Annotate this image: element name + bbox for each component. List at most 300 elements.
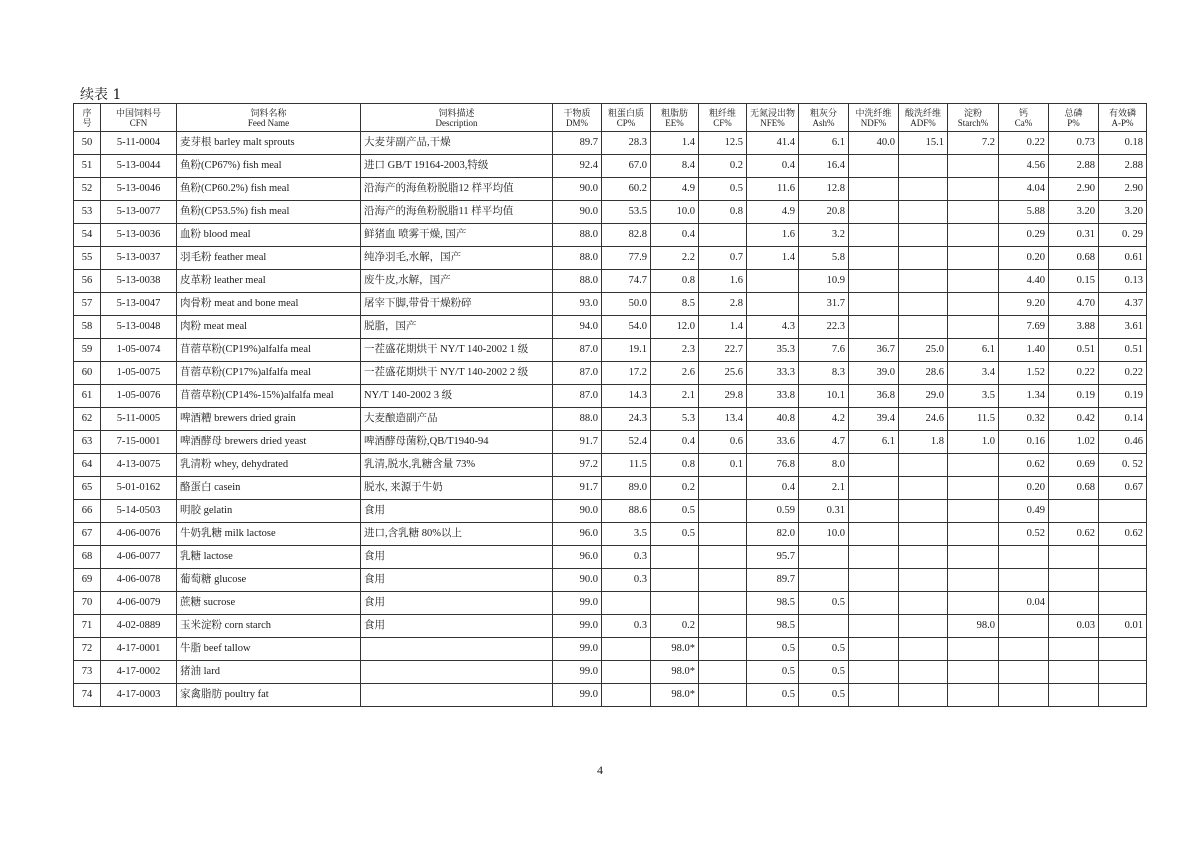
table-cell: 4-06-0076 [101, 523, 177, 546]
table-cell: 96.0 [553, 546, 602, 569]
table-cell [899, 224, 948, 247]
table-cell: 0.8 [651, 454, 699, 477]
table-cell: 5-13-0047 [101, 293, 177, 316]
table-cell: 89.7 [553, 132, 602, 155]
table-cell [602, 592, 651, 615]
table-cell: 1.40 [999, 339, 1049, 362]
table-cell: 4.9 [747, 201, 799, 224]
table-cell: 99.0 [553, 615, 602, 638]
table-cell [699, 684, 747, 707]
table-cell: 58 [74, 316, 101, 339]
table-cell [699, 638, 747, 661]
table-cell: 0.68 [1049, 247, 1099, 270]
table-cell: 96.0 [553, 523, 602, 546]
column-header-en: NDF% [860, 117, 887, 128]
table-row [74, 431, 1147, 454]
table-cell: 4.3 [747, 316, 799, 339]
table-cell [899, 500, 948, 523]
table-cell: 0.7 [699, 247, 747, 270]
table-cell: 0.2 [651, 615, 699, 638]
table-cell: 25.0 [899, 339, 948, 362]
table-cell: 36.8 [849, 385, 899, 408]
column-header [899, 104, 948, 132]
table-cell [1049, 661, 1099, 684]
table-cell: 98.5 [747, 592, 799, 615]
table-cell: 39.0 [849, 362, 899, 385]
column-header-en: Ash% [812, 117, 835, 128]
table-row [74, 684, 1147, 707]
table-cell: 0.49 [999, 500, 1049, 523]
table-cell: 啤酒酵母 brewers dried yeast [177, 431, 361, 454]
table-cell [899, 523, 948, 546]
table-cell [1099, 684, 1147, 707]
table-cell: 70 [74, 592, 101, 615]
column-header-en: Starch% [957, 117, 989, 128]
table-cell [849, 661, 899, 684]
table-cell: 90.0 [553, 178, 602, 201]
table-cell [1049, 684, 1099, 707]
table-cell: 0.73 [1049, 132, 1099, 155]
table-cell: 12.0 [651, 316, 699, 339]
table-row [74, 339, 1147, 362]
table-cell [651, 569, 699, 592]
column-header-zh: 饲料描述 [438, 107, 475, 118]
table-cell: 0.6 [699, 431, 747, 454]
table-cell: 63 [74, 431, 101, 454]
table-cell: 10.1 [799, 385, 849, 408]
table-cell: 64 [74, 454, 101, 477]
table-cell: 4-06-0077 [101, 546, 177, 569]
table-cell: 89.0 [602, 477, 651, 500]
table-cell: 食用 [361, 500, 553, 523]
table-cell [899, 615, 948, 638]
table-cell [948, 592, 999, 615]
table-cell: 0.04 [999, 592, 1049, 615]
table-cell: 废牛皮,水解，国产 [361, 270, 553, 293]
table-cell: 猪油 lard [177, 661, 361, 684]
table-cell: 0.8 [699, 201, 747, 224]
table-row [74, 316, 1147, 339]
table-cell [849, 638, 899, 661]
table-cell [799, 615, 849, 638]
table-cell: 5-11-0005 [101, 408, 177, 431]
table-row [74, 385, 1147, 408]
table-cell: 4-06-0078 [101, 569, 177, 592]
table-cell: 0.3 [602, 569, 651, 592]
table-cell: 0.3 [602, 546, 651, 569]
table-cell [699, 592, 747, 615]
column-header-zh: 粗蛋白质 [607, 107, 644, 118]
table-cell: 12.5 [699, 132, 747, 155]
table-cell: 51 [74, 155, 101, 178]
table-cell: 7.2 [948, 132, 999, 155]
table-cell: 53.5 [602, 201, 651, 224]
table-cell: 0.5 [747, 684, 799, 707]
table-cell: 4-17-0001 [101, 638, 177, 661]
table-cell [899, 178, 948, 201]
table-cell: 0.68 [1049, 477, 1099, 500]
table-cell: 家禽脂肪 poultry fat [177, 684, 361, 707]
table-cell: 76.8 [747, 454, 799, 477]
table-cell: 0.46 [1099, 431, 1147, 454]
table-cell [1049, 592, 1099, 615]
table-cell [899, 316, 948, 339]
table-cell: 10.9 [799, 270, 849, 293]
table-cell: 牛奶乳糖 milk lactose [177, 523, 361, 546]
table-cell [699, 224, 747, 247]
column-header-en: ADF% [910, 117, 936, 128]
table-cell: 59 [74, 339, 101, 362]
table-cell: 98.0* [651, 684, 699, 707]
table-cell: 60 [74, 362, 101, 385]
table-cell [899, 293, 948, 316]
table-cell: 血粉 blood meal [177, 224, 361, 247]
table-cell: 72 [74, 638, 101, 661]
table-cell: 82.0 [747, 523, 799, 546]
table-cell: 99.0 [553, 684, 602, 707]
column-header-zh: 总磷 [1064, 107, 1083, 118]
table-row [74, 270, 1147, 293]
table-cell: 7-15-0001 [101, 431, 177, 454]
table-cell [699, 500, 747, 523]
table-cell: 71 [74, 615, 101, 638]
table-cell [899, 569, 948, 592]
table-cell: 1-05-0074 [101, 339, 177, 362]
table-cell [651, 592, 699, 615]
table-cell: 0.5 [651, 523, 699, 546]
table-cell [999, 615, 1049, 638]
table-row [74, 569, 1147, 592]
table-row [74, 178, 1147, 201]
table-cell [948, 155, 999, 178]
table-cell: 0.20 [999, 477, 1049, 500]
table-cell: 36.7 [849, 339, 899, 362]
table-cell [849, 316, 899, 339]
table-cell [948, 247, 999, 270]
column-header [1049, 104, 1099, 132]
table-cell: 61 [74, 385, 101, 408]
table-cell: 0.62 [1049, 523, 1099, 546]
table-cell [799, 546, 849, 569]
table-cell: 95.7 [747, 546, 799, 569]
table-cell: 苜蓿草粉(CP17%)alfalfa meal [177, 362, 361, 385]
table-cell: 乳糖 lactose [177, 546, 361, 569]
table-cell: 苜蓿草粉(CP19%)alfalfa meal [177, 339, 361, 362]
table-cell: 啤酒酵母菌粉,QB/T1940-94 [361, 431, 553, 454]
table-cell: 鱼粉(CP53.5%) fish meal [177, 201, 361, 224]
table-cell: 2.1 [799, 477, 849, 500]
column-header-zh: 酸洗纤维 [904, 107, 941, 118]
table-cell [1049, 638, 1099, 661]
table-cell: 17.2 [602, 362, 651, 385]
table-row [74, 408, 1147, 431]
table-cell: 4.04 [999, 178, 1049, 201]
table-cell: 90.0 [553, 569, 602, 592]
table-cell: 0.3 [602, 615, 651, 638]
table-cell: 食用 [361, 569, 553, 592]
table-cell: 5-13-0048 [101, 316, 177, 339]
table-cell: 0.29 [999, 224, 1049, 247]
table-cell: 肉骨粉 meat and bone meal [177, 293, 361, 316]
column-header-en: DM% [566, 117, 588, 128]
table-cell: 5-13-0046 [101, 178, 177, 201]
table-cell [1049, 500, 1099, 523]
column-header-en: A-P% [1111, 117, 1134, 128]
table-cell: 5.88 [999, 201, 1049, 224]
table-cell [999, 638, 1049, 661]
column-header-zh: 中洗纤维 [855, 107, 892, 118]
table-row [74, 477, 1147, 500]
table-cell [1049, 569, 1099, 592]
table-cell: 52.4 [602, 431, 651, 454]
table-cell: 0.19 [1049, 385, 1099, 408]
table-cell: 1-05-0075 [101, 362, 177, 385]
table-cell: 1.0 [948, 431, 999, 454]
table-cell [899, 638, 948, 661]
table-cell: 牛脂 beef tallow [177, 638, 361, 661]
column-header-zh: 钙 [1018, 107, 1028, 118]
table-cell: 1.4 [651, 132, 699, 155]
table-cell: 88.0 [553, 270, 602, 293]
table-cell: 69 [74, 569, 101, 592]
table-cell: 54.0 [602, 316, 651, 339]
column-header [849, 104, 899, 132]
table-cell [948, 638, 999, 661]
column-header [747, 104, 799, 132]
table-cell: 0.31 [799, 500, 849, 523]
table-cell: 沿海产的海鱼粉脱脂12 样平均值 [361, 178, 553, 201]
table-cell: 31.7 [799, 293, 849, 316]
column-header-en: P% [1067, 117, 1080, 128]
table-cell [1099, 569, 1147, 592]
table-cell: 99.0 [553, 638, 602, 661]
table-cell: 食用 [361, 615, 553, 638]
table-cell: 纯净羽毛,水解，国产 [361, 247, 553, 270]
table-cell: 19.1 [602, 339, 651, 362]
table-cell: 5-13-0077 [101, 201, 177, 224]
table-cell: 1.4 [699, 316, 747, 339]
table-cell: 0.22 [1049, 362, 1099, 385]
table-cell: 明胶 gelatin [177, 500, 361, 523]
table-cell: 54 [74, 224, 101, 247]
table-cell [699, 569, 747, 592]
table-cell: 屠宰下脚,带骨干燥粉碎 [361, 293, 553, 316]
table-row [74, 293, 1147, 316]
table-cell: 1.8 [899, 431, 948, 454]
column-header-zh: 有效磷 [1108, 107, 1136, 118]
table-cell: 0.31 [1049, 224, 1099, 247]
table-cell [948, 569, 999, 592]
table-cell: 13.4 [699, 408, 747, 431]
table-cell: 1.34 [999, 385, 1049, 408]
table-cell: 0.52 [999, 523, 1049, 546]
table-cell [948, 523, 999, 546]
table-cell: 20.8 [799, 201, 849, 224]
table-cell: 40.8 [747, 408, 799, 431]
table-cell [849, 546, 899, 569]
table-cell [699, 615, 747, 638]
table-cell: 2.1 [651, 385, 699, 408]
table-cell [361, 684, 553, 707]
table-cell: 玉米淀粉 corn starch [177, 615, 361, 638]
table-cell: 2.88 [1049, 155, 1099, 178]
table-cell: 1.52 [999, 362, 1049, 385]
table-cell: 5-14-0503 [101, 500, 177, 523]
column-header-en: Ca% [1014, 117, 1033, 128]
table-cell [1099, 546, 1147, 569]
table-cell: 大麦酿造副产品 [361, 408, 553, 431]
table-cell [799, 569, 849, 592]
table-cell: 56 [74, 270, 101, 293]
table-cell: 99.0 [553, 592, 602, 615]
table-cell: 进口 GB/T 19164-2003,特级 [361, 155, 553, 178]
table-cell: 67 [74, 523, 101, 546]
table-cell: 食用 [361, 592, 553, 615]
table-cell: 苜蓿草粉(CP14%-15%)alfalfa meal [177, 385, 361, 408]
table-cell: 98.5 [747, 615, 799, 638]
table-cell: 3.5 [602, 523, 651, 546]
table-cell: 22.3 [799, 316, 849, 339]
table-cell: 88.0 [553, 408, 602, 431]
table-cell: 14.3 [602, 385, 651, 408]
table-cell: 60.2 [602, 178, 651, 201]
table-cell: 0.15 [1049, 270, 1099, 293]
table-cell [899, 684, 948, 707]
table-cell: 0.4 [651, 431, 699, 454]
table-cell: 1-05-0076 [101, 385, 177, 408]
table-cell: 11.6 [747, 178, 799, 201]
table-cell [849, 270, 899, 293]
table-cell: 7.6 [799, 339, 849, 362]
table-cell: 2.6 [651, 362, 699, 385]
table-cell: 0.5 [799, 592, 849, 615]
table-cell: 鱼粉(CP60.2%) fish meal [177, 178, 361, 201]
table-cell: 88.0 [553, 247, 602, 270]
table-cell: 酪蛋白 casein [177, 477, 361, 500]
table-cell: 90.0 [553, 500, 602, 523]
table-cell: 10.0 [799, 523, 849, 546]
feed-composition-table [73, 103, 1147, 707]
table-cell: 2.90 [1049, 178, 1099, 201]
table-cell [999, 546, 1049, 569]
table-row [74, 661, 1147, 684]
table-cell: 0.62 [1099, 523, 1147, 546]
column-header-zh: 粗纤维 [708, 107, 736, 118]
table-cell: 8.3 [799, 362, 849, 385]
table-cell: 4.7 [799, 431, 849, 454]
table-cell: 55 [74, 247, 101, 270]
table-cell: 4.37 [1099, 293, 1147, 316]
table-cell: 0. 29 [1099, 224, 1147, 247]
table-cell [699, 546, 747, 569]
table-cell: 1.6 [699, 270, 747, 293]
table-cell [849, 178, 899, 201]
table-cell [699, 523, 747, 546]
table-cell: 皮革粉 leather meal [177, 270, 361, 293]
table-cell: 4.56 [999, 155, 1049, 178]
table-cell [602, 638, 651, 661]
table-cell: 50.0 [602, 293, 651, 316]
column-header-en: Description [435, 117, 478, 128]
column-header [101, 104, 177, 132]
table-cell: 0.5 [651, 500, 699, 523]
column-header [699, 104, 747, 132]
table-cell: 4-17-0003 [101, 684, 177, 707]
column-header-en: EE% [665, 117, 684, 128]
column-header-zh: 粗灰分 [809, 107, 837, 118]
table-cell [747, 293, 799, 316]
table-cell: 5-13-0037 [101, 247, 177, 270]
table-cell: 0.2 [651, 477, 699, 500]
table-cell: 一茬盛花期烘干 NY/T 140-2002 1 级 [361, 339, 553, 362]
table-row [74, 132, 1147, 155]
table-cell [948, 224, 999, 247]
table-row [74, 362, 1147, 385]
table-cell: 0.22 [1099, 362, 1147, 385]
table-cell: 1.4 [747, 247, 799, 270]
table-cell: 蔗糖 sucrose [177, 592, 361, 615]
table-cell [999, 569, 1049, 592]
table-cell [849, 477, 899, 500]
table-cell: 0.22 [999, 132, 1049, 155]
table-cell: 0.69 [1049, 454, 1099, 477]
table-cell: 6.1 [799, 132, 849, 155]
table-cell: 98.0* [651, 661, 699, 684]
table-cell: 87.0 [553, 339, 602, 362]
table-cell: 一茬盛花期烘干 NY/T 140-2002 2 级 [361, 362, 553, 385]
table-cell: 4-02-0889 [101, 615, 177, 638]
table-cell: 94.0 [553, 316, 602, 339]
table-cell: 0.5 [699, 178, 747, 201]
table-cell: 0.51 [1049, 339, 1099, 362]
column-header-en: Feed Name [247, 117, 290, 128]
table-cell: 5-13-0038 [101, 270, 177, 293]
table-cell: 0.5 [799, 684, 849, 707]
table-cell [999, 661, 1049, 684]
table-cell: 12.8 [799, 178, 849, 201]
table-cell [1049, 546, 1099, 569]
table-cell: 0.16 [999, 431, 1049, 454]
table-cell: 99.0 [553, 661, 602, 684]
column-header [602, 104, 651, 132]
table-cell [849, 224, 899, 247]
table-cell [849, 293, 899, 316]
table-cell: 麦芽根 barley malt sprouts [177, 132, 361, 155]
table-cell: 9.20 [999, 293, 1049, 316]
table-cell [747, 270, 799, 293]
table-cell: 57 [74, 293, 101, 316]
table-cell: 0.19 [1099, 385, 1147, 408]
table-cell: 50 [74, 132, 101, 155]
column-header-zh: 序 [82, 107, 92, 118]
column-header-en: CFN [129, 117, 148, 128]
table-cell: 25.6 [699, 362, 747, 385]
table-row [74, 201, 1147, 224]
table-cell: 1.6 [747, 224, 799, 247]
table-cell: 脱脂，国产 [361, 316, 553, 339]
table-cell: 41.4 [747, 132, 799, 155]
table-cell: 4.70 [1049, 293, 1099, 316]
table-cell: 3.2 [799, 224, 849, 247]
table-cell: 28.6 [899, 362, 948, 385]
column-header-en: CP% [616, 117, 636, 128]
table-cell: 91.7 [553, 431, 602, 454]
table-cell: 3.4 [948, 362, 999, 385]
column-header [177, 104, 361, 132]
table-cell: 40.0 [849, 132, 899, 155]
table-cell [849, 247, 899, 270]
table-cell: 0.51 [1099, 339, 1147, 362]
